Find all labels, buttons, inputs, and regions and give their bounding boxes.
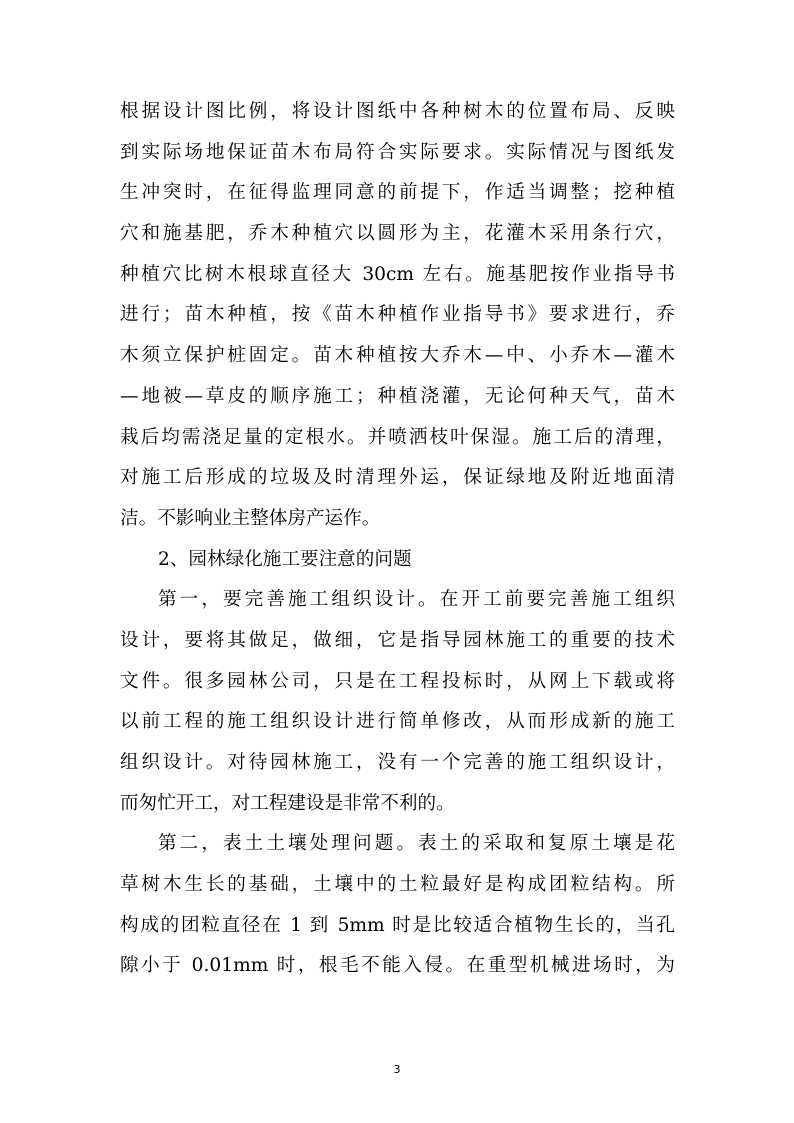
text-line-9: 栽后均需浇足量的定根水。并喷洒枝叶保湿。施工后的清理， — [120, 426, 675, 448]
text-line-18: 而匆忙开工，对工程建设是非常不利的。 — [120, 792, 455, 814]
text-line-16: 以前工程的施工组织设计进行简单修改，从而形成新的施工 — [120, 711, 675, 733]
text-line-5: 种植穴比树木根球直径大 30cm 左右。施基肥按作业指导书 — [120, 263, 675, 285]
text-line-19: 第二，表土土壤处理问题。表土的采取和复原土壤是花 — [158, 833, 675, 855]
section-heading: 2、园林绿化施工要注意的问题 — [158, 548, 412, 570]
text-line-3: 生冲突时，在征得监理同意的前提下，作适当调整；挖种植 — [120, 182, 675, 204]
text-line-15: 文件。很多园林公司，只是在工程投标时，从网上下载或将 — [120, 670, 675, 692]
text-line-8: —地被—草皮的顺序施工；种植浇灌，无论何种天气，苗木 — [120, 385, 675, 407]
text-line-4: 穴和施基肥，乔木种植穴以圆形为主，花灌木采用条行穴， — [120, 223, 675, 245]
text-line-1: 根据设计图比例，将设计图纸中各种树木的位置布局、反映 — [120, 101, 675, 122]
text-line-10: 对施工后形成的垃圾及时清理外运，保证绿地及附近地面清 — [120, 467, 675, 489]
text-line-7: 木须立保护桩固定。苗木种植按大乔木—中、小乔木—灌木 — [120, 345, 675, 367]
text-line-22: 隙小于 0.01mm 时，根毛不能入侵。在重型机械进场时，为 — [120, 955, 675, 977]
body-text — [120, 92, 675, 987]
text-line-13: 第一，要完善施工组织设计。在开工前要完善施工组织 — [158, 589, 675, 611]
text-line-21: 构成的团粒直径在 1 到 5mm 时是比较适合植物生长的，当孔 — [120, 914, 675, 936]
text-line-11: 洁。不影响业主整体房产运作。 — [120, 507, 381, 529]
page-number: 3 — [393, 1063, 401, 1076]
text-line-14: 设计，要将其做足，做细，它是指导园林施工的重要的技术 — [120, 629, 675, 651]
text-line-2: 到实际场地保证苗木布局符合实际要求。实际情况与图纸发 — [120, 141, 675, 163]
text-line-6: 进行；苗木种植，按《苗木种植作业指导书》要求进行，乔 — [120, 304, 675, 326]
text-line-17: 组织设计。对待园林施工，没有一个完善的施工组织设计， — [120, 752, 675, 773]
text-line-20: 草树木生长的基础，土壤中的土粒最好是构成团粒结构。所 — [120, 874, 675, 896]
